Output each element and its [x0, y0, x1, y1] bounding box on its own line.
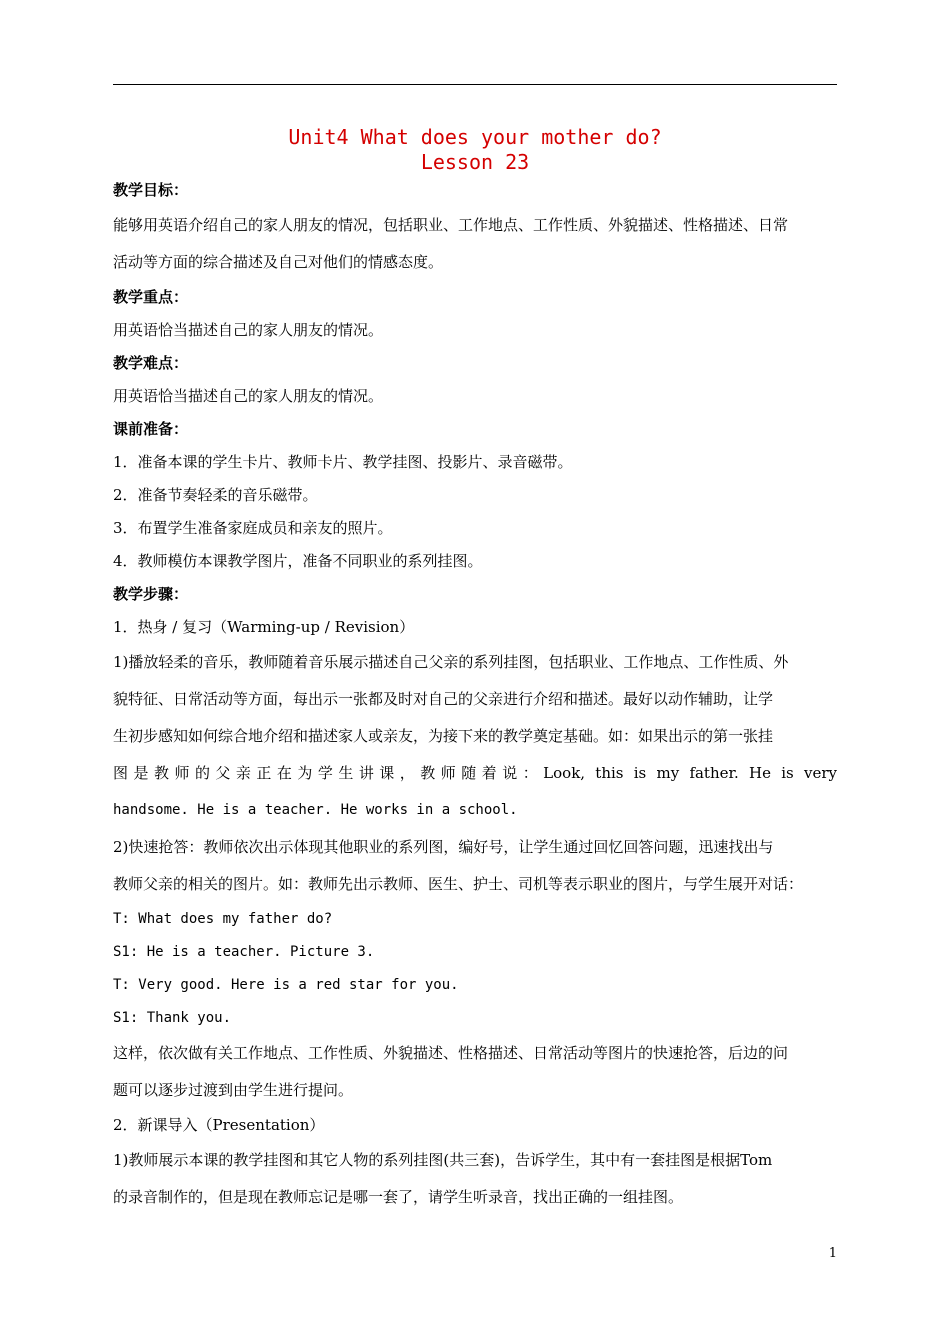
preparation-heading: 课前准备：: [113, 420, 189, 438]
quick-answer-line: 教师父亲的相关的图片。如：教师先出示教师、医生、护士、司机等表示职业的图片，与学生展开对话：: [113, 875, 804, 893]
preparation-item: 4．教师模仿本课教学图片，准备不同职业的系列挂图。: [113, 552, 483, 570]
page-number: 1: [828, 1246, 837, 1261]
objectives-line: 活动等方面的综合描述及自己对他们的情感态度。: [113, 253, 444, 271]
preparation-item: 3．布置学生准备家庭成员和亲友的照片。: [113, 519, 393, 537]
steps-heading: 教学步骤：: [113, 585, 189, 603]
step1-paragraph-line: 1)播放轻柔的音乐，教师随着音乐展示描述自己父亲的系列挂图，包括职业、工作地点、工作性质、外: [113, 653, 789, 671]
lesson-title: Lesson 23: [420, 150, 530, 174]
key-points-line: 用英语恰当描述自己的家人朋友的情况。: [113, 321, 384, 339]
step1-paragraph-line: 貌特征、日常活动等方面，每出示一张都及时对自己的父亲进行介绍和描述。最好以动作辅助，让学: [113, 690, 774, 708]
follow-up-line: 题可以逐步过渡到由学生进行提问。: [113, 1081, 354, 1099]
key-points-heading: 教学重点：: [113, 288, 189, 306]
objectives-heading: 教学目标：: [113, 181, 189, 199]
step2-title: 2．新课导入（Presentation）: [113, 1116, 325, 1134]
step1-paragraph-line: handsome. He is a teacher. He works in a school.: [113, 802, 518, 818]
preparation-item: 2．准备节奏轻柔的音乐磁带。: [113, 486, 318, 504]
step1-paragraph-line: 生初步感知如何综合地介绍和描述家人或亲友，为接下来的教学奠定基础。如：如果出示的第一张挂: [113, 727, 774, 745]
unit-title: Unit4 What does your mother do?: [288, 125, 662, 149]
difficulties-heading: 教学难点：: [113, 354, 189, 372]
dialogue-line: S1: Thank you.: [113, 1010, 232, 1026]
document-body: [113, 174, 837, 1216]
header-rule: [113, 84, 837, 85]
dialogue-line: T: What does my father do?: [113, 911, 333, 927]
step1-title: 1．热身 / 复习（Warming-up / Revision）: [113, 618, 415, 636]
presentation-line: 的录音制作的，但是现在教师忘记是哪一套了，请学生听录音，找出正确的一组挂图。: [113, 1188, 684, 1206]
dialogue-line: T: Very good. Here is a red star for you.: [113, 977, 459, 993]
dialogue-line: S1: He is a teacher. Picture 3.: [113, 944, 375, 960]
step1-paragraph-line: 图是教师的父亲正在为学生讲课，教师随着说：Look, this is my father. He is very: [113, 764, 837, 782]
presentation-line: 1)教师展示本课的教学挂图和其它人物的系列挂图(共三套)，告诉学生，其中有一套挂图是根据Tom: [113, 1151, 773, 1169]
follow-up-line: 这样，依次做有关工作地点、工作性质、外貌描述、性格描述、日常活动等图片的快速抢答，后边的问: [113, 1044, 789, 1062]
difficulties-line: 用英语恰当描述自己的家人朋友的情况。: [113, 387, 384, 405]
quick-answer-line: 2)快速抢答：教师依次出示体现其他职业的系列图，编好号，让学生通过回忆回答问题，迅速找出与: [113, 838, 774, 856]
preparation-item: 1．准备本课的学生卡片、教师卡片、教学挂图、投影片、录音磁带。: [113, 453, 573, 471]
objectives-line: 能够用英语介绍自己的家人朋友的情况，包括职业、工作地点、工作性质、外貌描述、性格描述、日常: [113, 216, 789, 234]
